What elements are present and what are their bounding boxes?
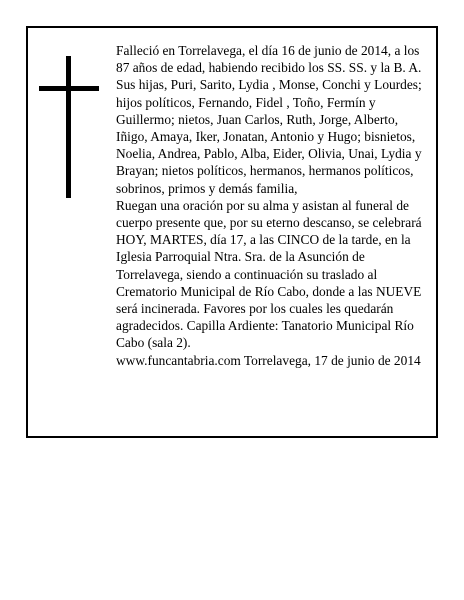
- funeral-request-paragraph: Ruegan una oración por su alma y asistan al funeral de cuerpo presente que, por su eterno descanso, se celebrará HOY, MARTES, día 17, a las CINCO de la tarde, en la Iglesia Parroquial Ntra. Sra. de la Asunción de Torrelavega, siendo a continuación su traslado al Crematorio Municipal de Río Cabo, donde a las NUEVE será incinerada. Favores por los cuales les quedarán agradecidos. Capilla Ardiente: Tanatorio Municipal Río Cabo (sala 2).: [116, 197, 422, 351]
- cross-vertical-bar: [66, 56, 71, 198]
- family-paragraph: Sus hijas, Puri, Sarito, Lydia , Monse, Conchi y Lourdes; hijos políticos, Fernando, Fidel , Toño, Fermín y Guillermo; nietos, Juan Carlos, Ruth, Jorge, Alberto, Iñigo, Amaya, Iker, Jonatan, Antonio y Hugo; bisnietos, Noelia, Andrea, Pablo, Alba, Eider, Olivia, Unai, Lydia y Brayan; nietos políticos, hermanos, hermanos políticos, sobrinos, primos y demás familia,: [116, 77, 422, 196]
- obituary-card: [26, 26, 438, 438]
- obituary-text: [116, 42, 422, 369]
- opening-paragraph: Falleció en Torrelavega, el día 16 de junio de 2014, a los 87 años de edad, habiendo recibido los SS. SS. y la B. A.: [116, 43, 422, 76]
- cross-horizontal-bar: [39, 86, 99, 91]
- footer-source-line: www.funcantabria.com Torrelavega, 17 de junio de 2014: [116, 352, 421, 368]
